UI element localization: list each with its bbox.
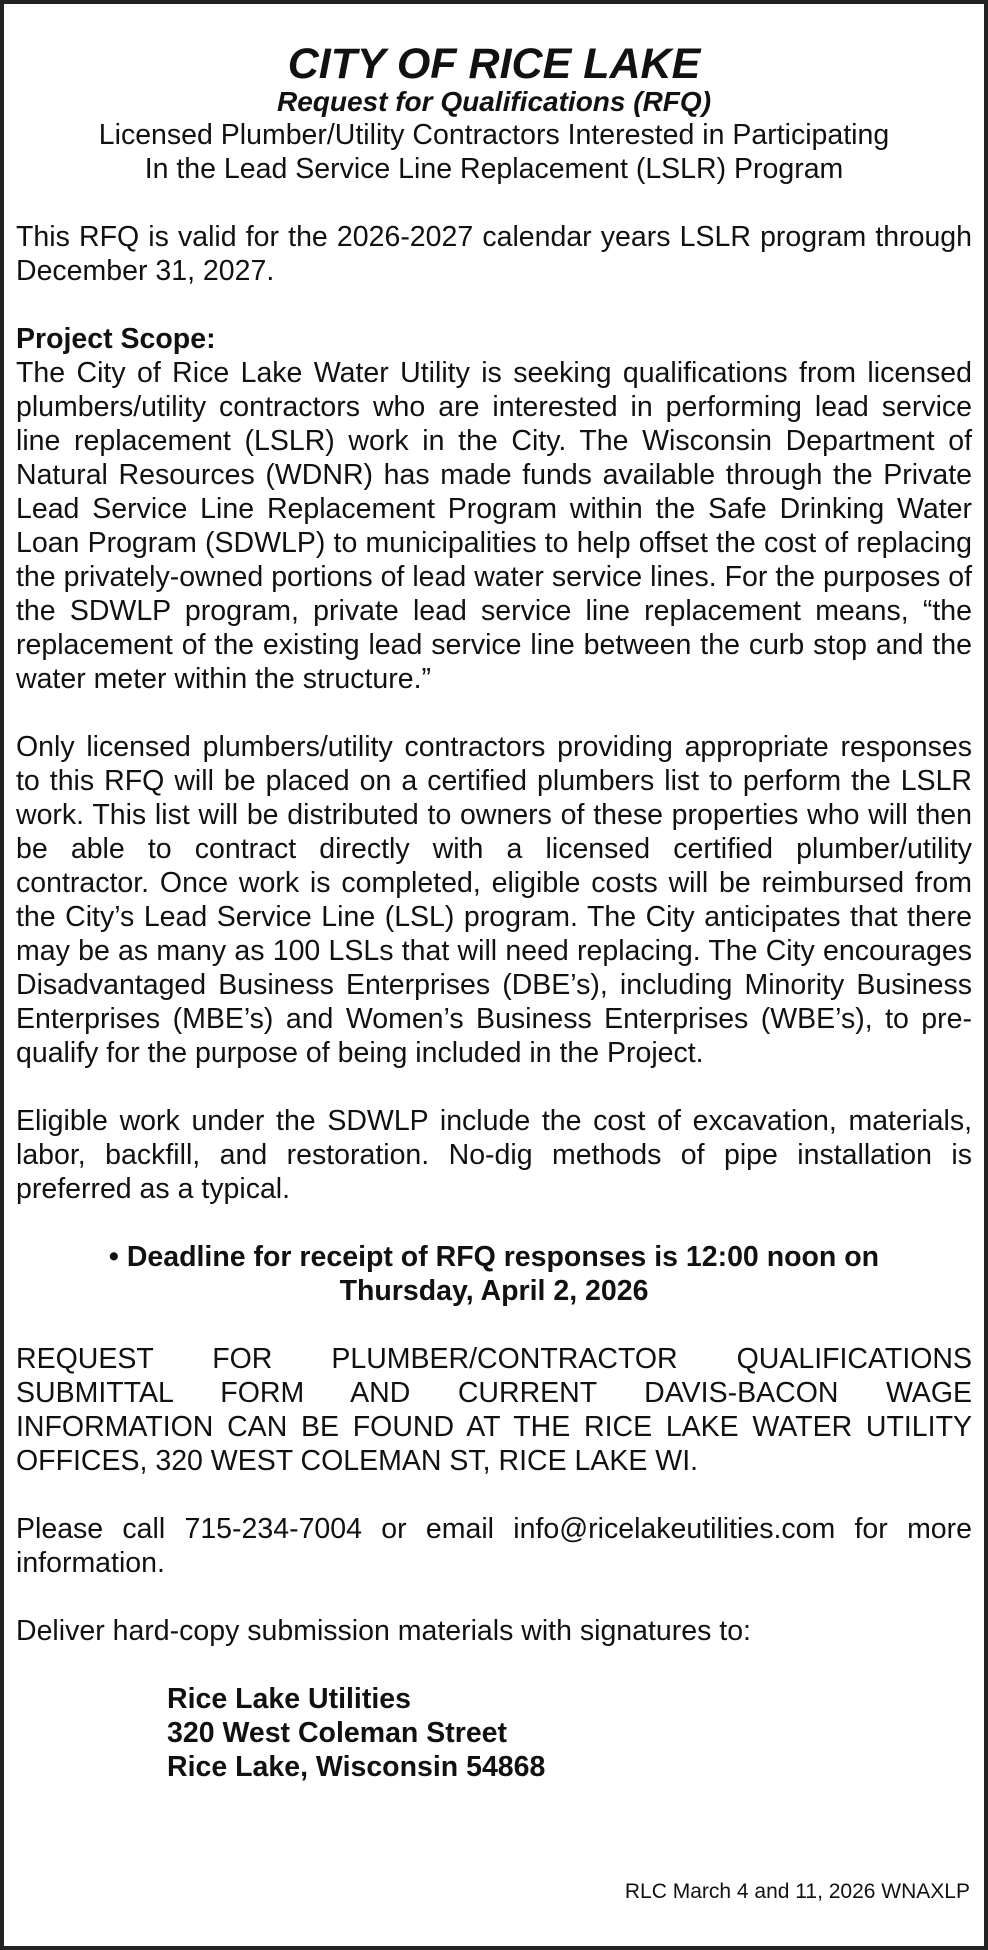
- project-scope-heading: Project Scope:: [16, 323, 216, 355]
- notice-title: CITY OF RICE LAKE: [287, 40, 701, 88]
- certified-list-paragraph: Only licensed plumbers/utility contractors providing appropriate responses to this RFQ will be placed on a certified plumbers list to perform the LSLR work. This list will be distributed to owners of these properties who will then be able to contract directly with a licensed certified plumber/utility contractor. Once work is completed, eligible costs will be reimbursed from the City’s Lead Service Line (LSL) program. The City anticipates that there may be as many as 100 LSLs that will need replacing. The City encourages Disadvantaged Business Enterprises (DBE’s), including Minority Business Enterprises (MBE’s) and Women’s Business Enterprises (WBE’s), to pre-qualify for the purpose of being included in the Project.: [16, 731, 972, 1069]
- notice-header-line-1: Licensed Plumber/Utility Contractors Interested in Participating: [98, 119, 890, 151]
- project-scope-paragraph: The City of Rice Lake Water Utility is seeking qualifications from licensed plumbers/utility contractors who are interested in performing lead service line replacement (LSLR) work in the City. The Wisconsin Department of Natural Resources (WDNR) has made funds available through the Private Lead Service Line Replacement Program within the Safe Drinking Water Loan Program (SDWLP) to municipalities to help offset the cost of replacing the privately-owned portions of lead water service lines. For the purposes of the SDWLP program, private lead service line replacement means, “the replacement of the existing lead service line between the curb stop and the water meter within the structure.”: [16, 357, 972, 695]
- address-name: Rice Lake Utilities: [167, 1683, 411, 1715]
- notice-header: [16, 42, 972, 186]
- deadline-line-2: Thursday, April 2, 2026: [339, 1275, 649, 1307]
- address-street: 320 West Coleman Street: [167, 1717, 508, 1749]
- request-form-paragraph: REQUEST FOR PLUMBER/CONTRACTOR QUALIFICATIONS SUBMITTAL FORM AND CURRENT DAVIS-BACON WAGE INFORMATION CAN BE FOUND AT THE RICE LAKE WATER UTILITY OFFICES, 320 WEST COLEMAN ST, RICE LAKE WI.: [16, 1343, 972, 1477]
- delivery-address: [167, 1682, 972, 1784]
- notice-subtitle: Request for Qualifications (RFQ): [276, 86, 712, 117]
- deadline-block: [16, 1240, 972, 1308]
- notice-header-line-2: In the Lead Service Line Replacement (LSLR) Program: [144, 153, 844, 185]
- delivery-paragraph: Deliver hard-copy submission materials with signatures to:: [16, 1615, 751, 1647]
- contact-paragraph: Please call 715-234-7004 or email info@ricelakeutilities.com for more information.: [16, 1513, 972, 1579]
- project-scope-section: [16, 322, 972, 696]
- publication-footer: RLC March 4 and 11, 2026 WNAXLP: [624, 1880, 970, 1903]
- deadline-line-1: • Deadline for receipt of RFQ responses is 12:00 noon on: [108, 1241, 880, 1273]
- address-city: Rice Lake, Wisconsin 54868: [167, 1751, 546, 1783]
- eligible-work-paragraph: Eligible work under the SDWLP include the cost of excavation, materials, labor, backfill, and restoration. No-dig methods of pipe installation is preferred as a typical.: [16, 1105, 972, 1205]
- validity-paragraph: This RFQ is valid for the 2026-2027 calendar years LSLR program through December 31, 2027.: [16, 221, 972, 287]
